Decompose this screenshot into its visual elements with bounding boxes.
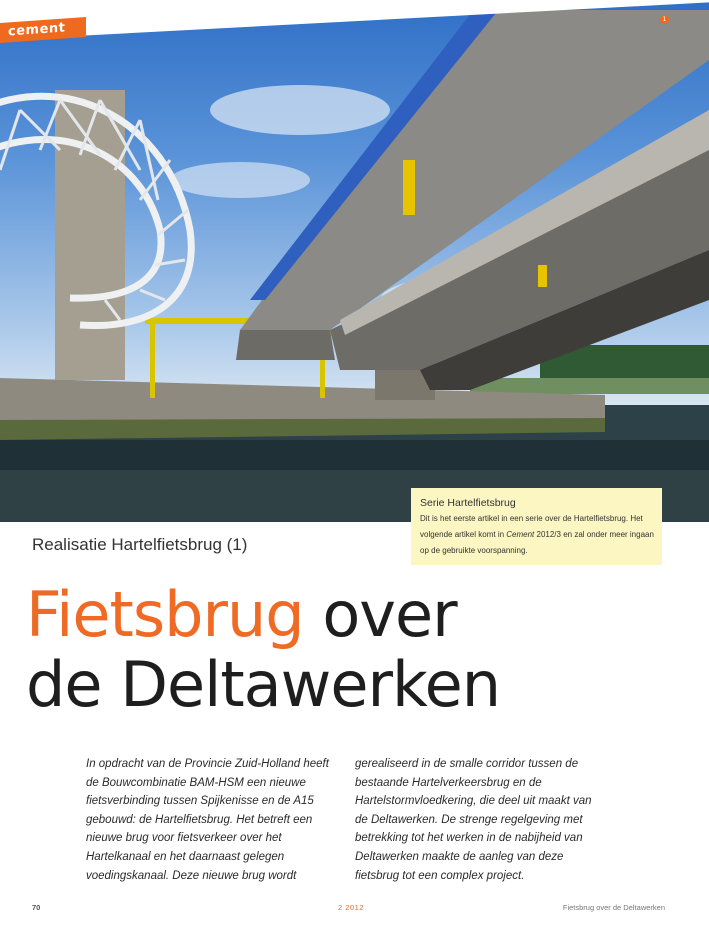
issue-label: 2 2012 bbox=[338, 903, 364, 912]
running-title: Fietsbrug over de Deltawerken bbox=[562, 903, 665, 912]
magazine-logo: cement bbox=[0, 17, 86, 43]
intro-column-2: gerealiseerd in de smalle corridor tussen de bestaande Hartelverkeersbrug en de Hartelstormvloedkering, die deel uit maakt van de Deltawerken. De strenge regelgeving met betrekking tot het werken in de nabijheid van Deltawerken maakte de aanleg van deze fietsbrug tot een complex project. bbox=[355, 758, 592, 882]
series-text bbox=[420, 511, 654, 559]
headline-line2: de Deltawerken bbox=[26, 648, 501, 721]
article-kicker: Realisatie Hartelfietsbrug (1) bbox=[32, 535, 248, 554]
page-marker-icon: 1 bbox=[660, 15, 669, 24]
headline-accent: Fietsbrug bbox=[26, 578, 304, 651]
article-headline bbox=[26, 580, 500, 720]
series-text-part1: Dit is het eerste artikel in een serie over de Hartelfietsbrug. Het volgende artikel komt in bbox=[420, 514, 643, 539]
series-text-part2: 2012/3 en zal onder meer ingaan op de gebruikte voorspanning. bbox=[420, 530, 654, 555]
intro-column-1: In opdracht van de Provincie Zuid-Holland heeft de Bouwcombinatie BAM-HSM een nieuwe fietsverbinding tussen Spijkenisse en de A15 gebouwd: de Hartelfietsbrug. Het betreft een nieuwe brug voor fietsverkeer over het Hartelkanaal en het daarnaast gelegen voedingskanaal. Deze nieuwe brug wordt bbox=[86, 758, 329, 882]
series-text-magazine: Cement bbox=[506, 530, 535, 539]
series-title: Serie Hartelfietsbrug bbox=[420, 497, 516, 509]
page-number: 70 bbox=[32, 903, 41, 912]
series-info-box bbox=[411, 488, 662, 565]
headline-line1-rest: over bbox=[303, 578, 457, 651]
